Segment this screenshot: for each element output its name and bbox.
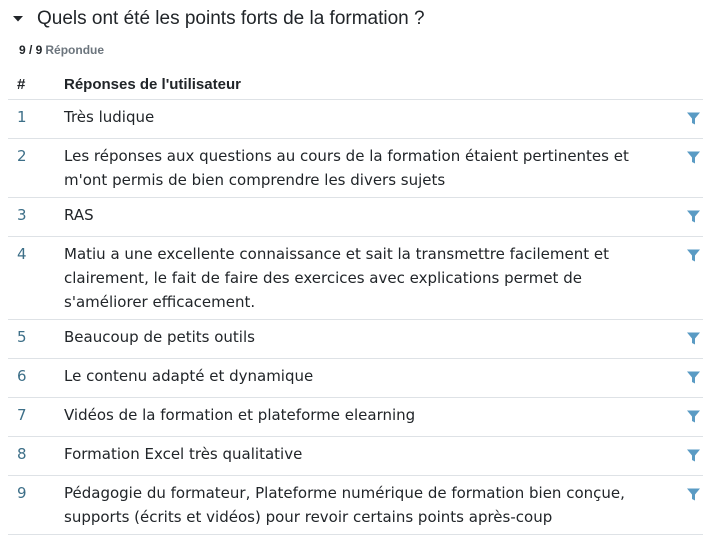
filter-icon[interactable] <box>686 109 701 124</box>
response-text: Pédagogie du formateur, Plateforme numérique de formation bien conçue, supports (écrits et vidéos) pour revoir certains points après-coup <box>64 476 673 535</box>
filter-cell <box>673 139 703 198</box>
response-number: 4 <box>8 237 64 320</box>
filter-icon[interactable] <box>686 148 701 163</box>
column-header-number: # <box>8 70 64 100</box>
table-header-row <box>8 70 703 100</box>
filter-cell <box>673 437 703 476</box>
filter-cell <box>673 100 703 139</box>
response-number: 1 <box>8 100 64 139</box>
filter-cell <box>673 198 703 237</box>
filter-cell <box>673 320 703 359</box>
response-number: 5 <box>8 320 64 359</box>
question-title: Quels ont été les points forts de la formation ? <box>37 8 425 29</box>
table-row <box>8 320 703 359</box>
answered-count-value: 9 / 9 <box>19 43 43 57</box>
response-text: Matiu a une excellente connaissance et sait la transmettre facilement et clairement, le fait de faire des exercices avec explications permet de s'améliorer efficacement. <box>64 237 673 320</box>
table-row <box>8 359 703 398</box>
filter-icon[interactable] <box>686 368 701 383</box>
table-row <box>8 100 703 139</box>
table-row <box>8 476 703 535</box>
response-text: Le contenu adapté et dynamique <box>64 359 673 398</box>
response-text: Très ludique <box>64 100 673 139</box>
filter-icon[interactable] <box>686 207 701 222</box>
column-header-responses: Réponses de l'utilisateur <box>64 70 673 100</box>
response-text: Formation Excel très qualitative <box>64 437 673 476</box>
question-header <box>8 0 703 38</box>
response-number: 8 <box>8 437 64 476</box>
table-row <box>8 437 703 476</box>
response-number: 9 <box>8 476 64 535</box>
answered-label: Répondue <box>45 43 105 57</box>
response-number: 3 <box>8 198 64 237</box>
response-number: 2 <box>8 139 64 198</box>
caret-down-icon[interactable] <box>8 9 28 29</box>
filter-icon[interactable] <box>686 407 701 422</box>
response-text: RAS <box>64 198 673 237</box>
filter-icon[interactable] <box>686 485 701 500</box>
table-row <box>8 139 703 198</box>
filter-icon[interactable] <box>686 246 701 261</box>
filter-cell <box>673 476 703 535</box>
filter-cell <box>673 359 703 398</box>
table-row <box>8 398 703 437</box>
responses-table <box>8 70 703 535</box>
response-text: Vidéos de la formation et plateforme elearning <box>64 398 673 437</box>
filter-cell <box>673 398 703 437</box>
filter-icon[interactable] <box>686 446 701 461</box>
filter-icon[interactable] <box>686 329 701 344</box>
table-row <box>8 198 703 237</box>
filter-cell <box>673 237 703 320</box>
response-number: 6 <box>8 359 64 398</box>
response-number: 7 <box>8 398 64 437</box>
response-text: Beaucoup de petits outils <box>64 320 673 359</box>
column-header-filter <box>673 70 703 100</box>
answered-count <box>19 40 703 60</box>
response-text: Les réponses aux questions au cours de la formation étaient pertinentes et m'ont permis de bien comprendre les divers sujets <box>64 139 673 198</box>
table-row <box>8 237 703 320</box>
